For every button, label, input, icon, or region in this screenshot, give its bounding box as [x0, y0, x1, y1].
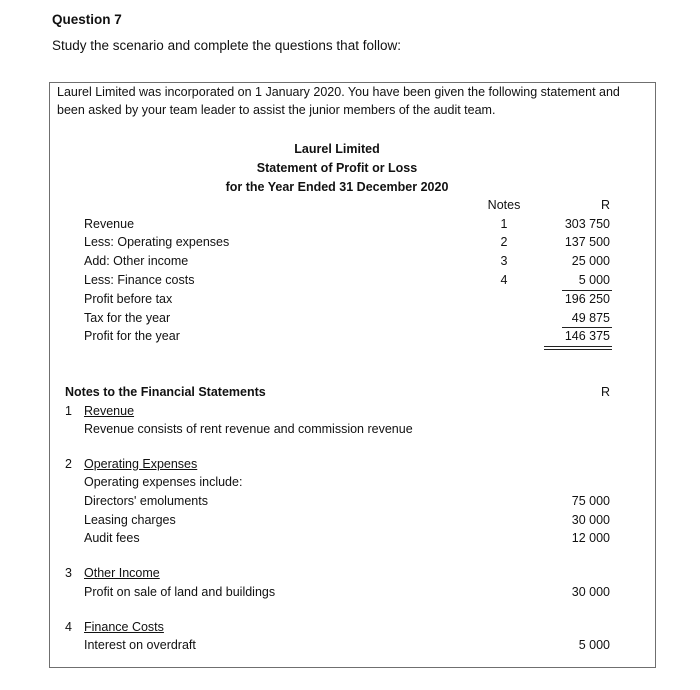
- statement-title: Statement of Profit or Loss: [256, 161, 418, 175]
- row-label: Profit for the year: [84, 329, 180, 343]
- note-4-number: 4: [65, 620, 72, 634]
- row-note: 1: [500, 217, 508, 231]
- row-label: Less: Finance costs: [84, 273, 195, 287]
- note-4-title: Finance Costs: [84, 620, 164, 634]
- note-3-title: Other Income: [84, 566, 160, 580]
- question-instruction: Study the scenario and complete the questions that follow:: [52, 38, 401, 53]
- note-2-number: 2: [65, 457, 72, 471]
- row-amount: 5 000: [578, 273, 610, 287]
- list-item: Profit on sale of land and buildings: [84, 585, 276, 599]
- notes-heading: Notes to the Financial Statements: [65, 385, 266, 399]
- row-amount: 196 250: [564, 292, 610, 306]
- list-item-amount: 12 000: [571, 531, 610, 545]
- double-underline-bottom: [544, 349, 612, 350]
- row-label: Revenue: [84, 217, 135, 231]
- row-amount: 137 500: [564, 235, 610, 249]
- double-underline-top: [544, 346, 612, 347]
- row-amount: 303 750: [564, 217, 610, 231]
- row-label: Tax for the year: [84, 311, 171, 325]
- list-item-amount: 30 000: [571, 585, 610, 599]
- list-item: Directors' emoluments: [84, 494, 208, 508]
- note-1-text: Revenue consists of rent revenue and commission revenue: [84, 422, 413, 436]
- subtotal-rule: [562, 290, 612, 291]
- note-2-intro: Operating expenses include:: [84, 475, 243, 489]
- row-note: 2: [500, 235, 508, 249]
- list-item-amount: 5 000: [578, 638, 610, 652]
- statement-period: for the Year Ended 31 December 2020: [225, 180, 449, 194]
- list-item-amount: 75 000: [571, 494, 610, 508]
- list-item: Leasing charges: [84, 513, 176, 527]
- total-rule: [562, 327, 612, 328]
- note-3-number: 3: [65, 566, 72, 580]
- row-amount: 49 875: [571, 311, 610, 325]
- currency-column-header: R: [600, 198, 610, 212]
- row-label: Profit before tax: [84, 292, 173, 306]
- list-item: Interest on overdraft: [84, 638, 196, 652]
- note-1-number: 1: [65, 404, 72, 418]
- note-1-title: Revenue: [84, 404, 135, 418]
- list-item-amount: 30 000: [571, 513, 610, 527]
- notes-column-header: Notes: [487, 198, 521, 212]
- note-2-title: Operating Expenses: [84, 457, 198, 471]
- row-note: 4: [500, 273, 508, 287]
- row-label: Add: Other income: [84, 254, 189, 268]
- row-amount: 146 375: [564, 329, 610, 343]
- scenario-line-1: Laurel Limited was incorporated on 1 January 2020. You have been given the following statement and: [57, 85, 620, 99]
- row-amount: 25 000: [571, 254, 610, 268]
- row-note: 3: [500, 254, 508, 268]
- scenario-line-2: been asked by your team leader to assist the junior members of the audit team.: [57, 103, 496, 117]
- statement-company: Laurel Limited: [294, 142, 380, 156]
- notes-currency-header: R: [600, 385, 610, 399]
- row-label: Less: Operating expenses: [84, 235, 230, 249]
- list-item: Audit fees: [84, 531, 140, 545]
- question-title: Question 7: [52, 12, 122, 27]
